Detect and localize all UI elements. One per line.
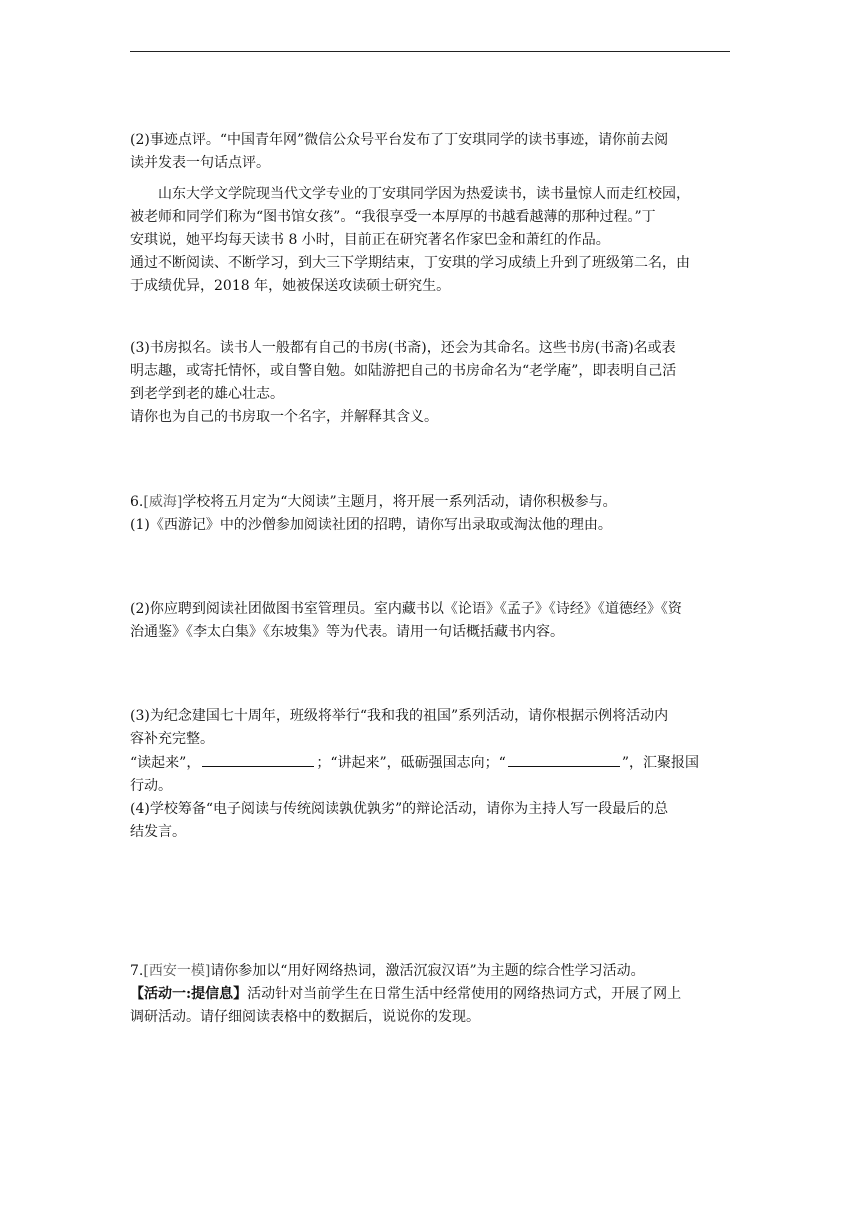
q5-item3-line: 到老学到老的雄心壮志。 [130, 386, 284, 402]
q5-item3-line: (3)书房拟名。读书人一般都有自己的书房(书斋)，还会为其命名。这些书房(书斋)名或表 [130, 340, 676, 356]
q6-fill-line: “读起来”， ；“讲起来”，砥砺强国志向；“ ”，汇聚报国 [130, 751, 730, 775]
q7-number: 7. [130, 963, 144, 979]
q5-item3-line: 请你也为自己的书房取一个名字，并解释其含义。 [130, 409, 438, 425]
q7-activity-title: 【活动一:提信息】 [130, 986, 248, 1002]
q6-item4-line: 结发言。 [130, 824, 186, 840]
q5-story-line: 山东大学文学院现当代文学专业的丁安琪同学因为热爱读书，读书量惊人而走红校园， [158, 186, 690, 202]
q5-item2-line: (2)事迹点评。“中国青年网”微信公众号平台发布了丁安琪同学的读书事迹，请你前去阅 [130, 132, 669, 148]
q6-item1: (1)《西游记》中的沙僧参加阅读社团的招聘，请你写出录取或淘汰他的理由。 [130, 517, 612, 533]
q7-source: [西安一模] [143, 963, 211, 979]
q7-intro-text: 请你参加以“用好网络热词，激活沉寂汉语”为主题的综合性学习活动。 [210, 963, 645, 979]
q7-activity-text2: 调研活动。请仔细阅读表格中的数据后，说说你的发现。 [130, 1009, 480, 1025]
q5-item3-line: 明志趣，或寄托情怀，或自警自勉。如陆游把自己的书房命名为“老学庵”，即表明自己活 [130, 363, 677, 379]
q6-item3 [130, 705, 730, 844]
q6-intro [130, 491, 730, 537]
q6-item3-line: 容补充完整。 [130, 731, 214, 747]
header-rule [130, 51, 730, 52]
answer-blank-2[interactable] [508, 751, 620, 767]
q6-intro-text: 学校将五月定为“大阅读”主题月，将开展一系列活动，请你积极参与。 [182, 494, 617, 510]
q5-story-line: 被老师和同学们称为“图书馆女孩”。“我很享受一本厚厚的书越看越薄的那种过程。”丁 [130, 209, 656, 225]
q5-item3 [130, 337, 730, 429]
q5-item2 [130, 129, 730, 175]
q6-item2-line: 治通鉴》《李太白集》《东坡集》等为代表。请用一句话概括藏书内容。 [130, 624, 564, 640]
q5-story-line: 于成绩优异，2018 年，她被保送攻读硕士研究生。 [130, 278, 451, 294]
q6-number: 6. [130, 494, 144, 510]
q5-story [130, 183, 730, 298]
q6-item4-line: (4)学校筹备“电子阅读与传统阅读孰优孰劣”的辩论活动，请你为主持人写一段最后的总 [130, 801, 669, 817]
q6-item2-line: (2)你应聘到阅读社团做图书室管理员。室内藏书以《论语》《孟子》《诗经》《道德经》《资 [130, 601, 682, 617]
q6-item2 [130, 598, 730, 644]
answer-blank-1[interactable] [202, 751, 314, 767]
q6-fill-end: 行动。 [130, 778, 172, 794]
q6-source: [威海] [143, 494, 183, 510]
q7 [130, 960, 730, 1029]
q5-story-line: 安琪说，她平均每天读书 8 小时，目前正在研究著名作家巴金和萧红的作品。 [130, 232, 610, 248]
q7-activity-text: 活动针对当前学生在日常生活中经常使用的网络热词方式，开展了网上 [247, 986, 682, 1002]
q6-item3-line: (3)为纪念建国七十周年，班级将举行“我和我的祖国”系列活动，请你根据示例将活动内 [130, 708, 669, 724]
q5-item2-line: 读并发表一句话点评。 [130, 155, 270, 171]
q5-story-line: 通过不断阅读、不断学习，到大三下学期结束，丁安琪的学习成绩上升到了班级第二名，由 [130, 255, 690, 271]
